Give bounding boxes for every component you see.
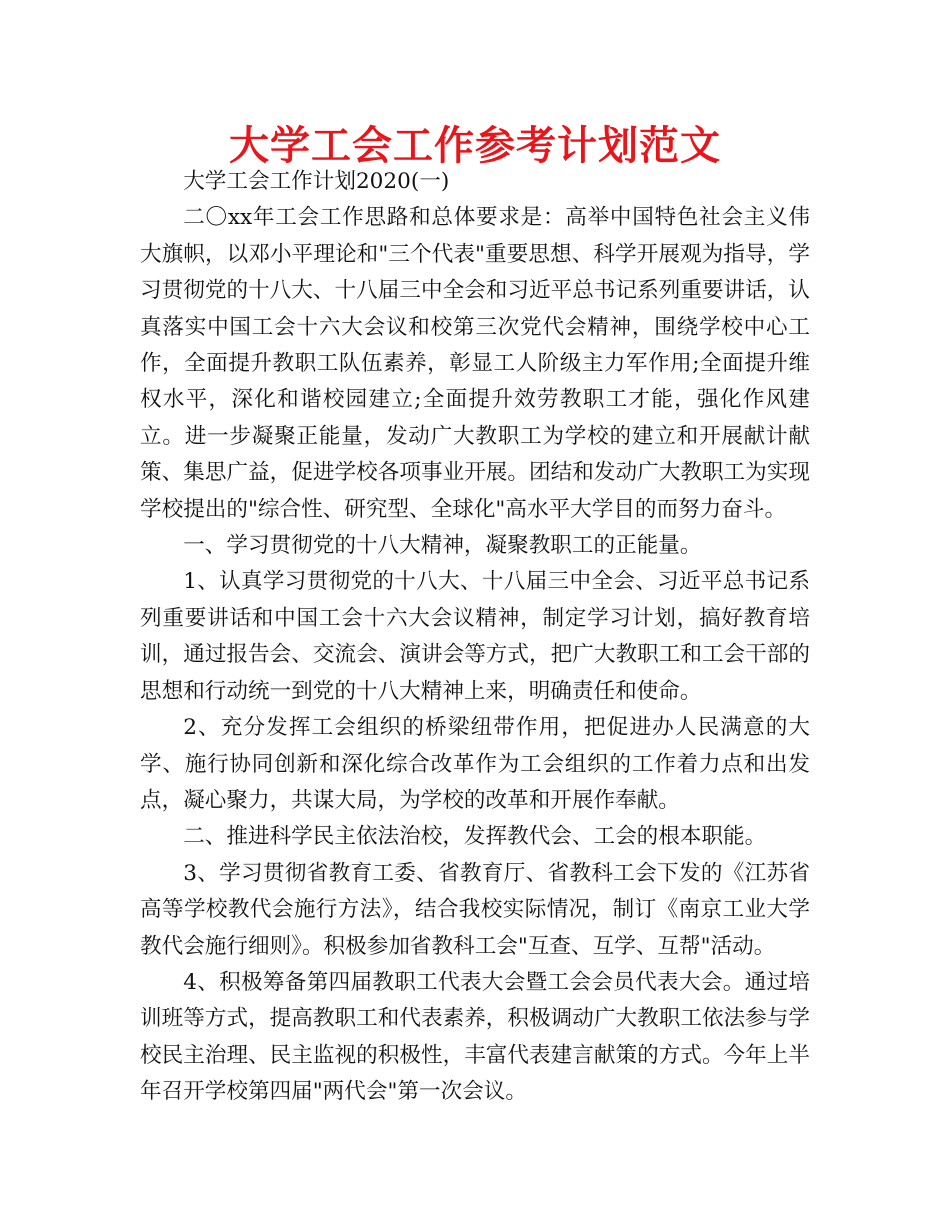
paragraph-item-1: 1、认真学习贯彻党的十八大、十八届三中全会、习近平总书记系列重要讲话和中国工会十六大会议精神，制定学习计划，搞好教育培训，通过报告会、交流会、演讲会等方式，把广大教职工和工会干部的思想和行动统一到党的十八大精神上来，明确责任和使命。 xyxy=(140,569,810,704)
paragraph-item-4: 4、积极筹备第四届教职工代表大会暨工会会员代表大会。通过培训班等方式，提高教职工和代表素养，积极调动广大教职工依法参与学校民主治理、民主监视的积极性，丰富代表建言献策的方式。今年上半年召开学校第四届"两代会"第一次会议。 xyxy=(140,969,810,1105)
paragraph-subtitle: 大学工会工作计划2020(一) xyxy=(183,169,450,194)
paragraph-item-2: 2、充分发挥工会组织的桥梁纽带作用，把促进办人民满意的大学、施行协同创新和深化综合改革作为工会组织的工作着力点和出发点，凝心聚力，共谋大局，为学校的改革和开展作奉献。 xyxy=(140,715,810,813)
section-heading-1: 一、学习贯彻党的十八大精神，凝聚教职工的正能量。 xyxy=(183,533,702,559)
paragraph-item-3: 3、学习贯彻省教育工委、省教育厅、省教科工会下发的《江苏省高等学校教代会施行方法》，结合我校实际情况，制订《南京工业大学教代会施行细则》。积极参加省教科工会"互查、互学、互帮"活动。 xyxy=(140,860,810,959)
document-title: 大学工会工作参考计划范文 xyxy=(229,123,721,169)
document-body xyxy=(140,164,810,1111)
paragraph-overview: 二〇xx年工会工作思路和总体要求是：高举中国特色社会主义伟大旗帜，以邓小平理论和"三个代表"重要思想、科学开展观为指导，学习贯彻党的十八大、十八届三中全会和习近平总书记系列重要讲话，认真落实中国工会十六大会议和校第三次党代会精神，围绕学校中心工作，全面提升教职工队伍素养，彰显工人阶级主力军作用;全面提升维权水平，深化和谐校园建立;全面提升效劳教职工才能，强化作风建立。进一步凝聚正能量，发动广大教职工为学校的建立和开展献计献策、集思广益，促进学校各项事业开展。团结和发动广大教职工为实现学校提出的"综合性、研究型、全球化"高水平大学目的而努力奋斗。 xyxy=(140,205,810,522)
section-heading-2: 二、推进科学民主依法治校，发挥教代会、工会的根本职能。 xyxy=(183,824,767,850)
